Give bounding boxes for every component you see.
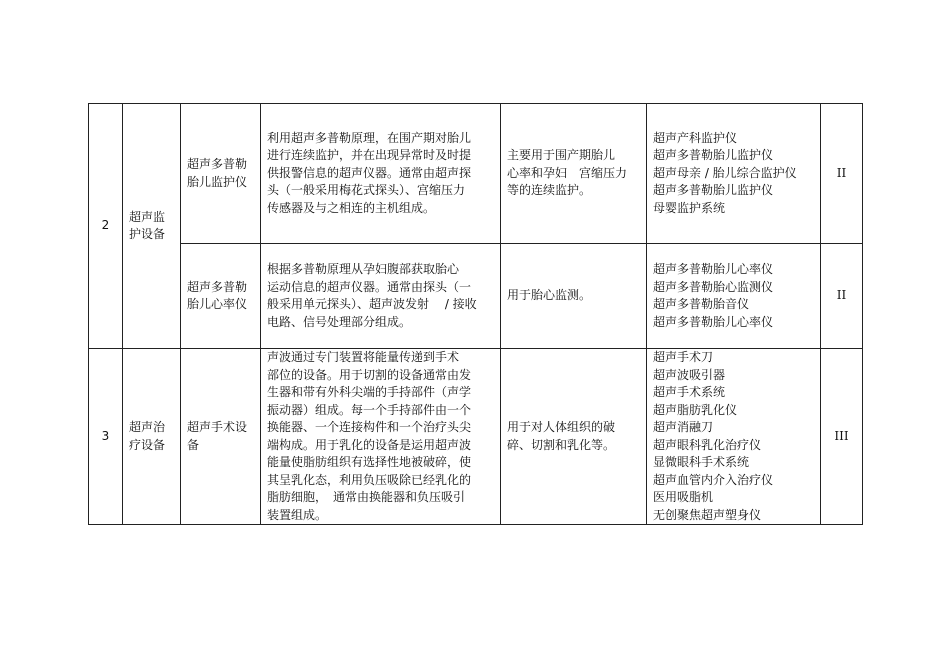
row-number: 3	[89, 349, 123, 525]
management-class-cell: II	[821, 104, 863, 244]
table-row	[89, 104, 863, 244]
product-examples-cell: 超声多普勒胎儿心率仪 超声多普勒胎心监测仪 超声多普勒胎音仪 超声多普勒胎儿心率仪	[647, 244, 821, 349]
product-examples-cell: 超声手术刀 超声波吸引器 超声手术系统 超声脂肪乳化仪 超声消融刀 超声眼科乳化治疗仪 显微眼科手术系统 超声血管内介入治疗仪 医用吸脂机 无创聚焦超声塑身仪	[647, 349, 821, 525]
device-catalog-table	[88, 103, 863, 525]
management-class-cell: III	[821, 349, 863, 525]
intended-use-cell: 用于对人体组织的破 碎、切割和乳化等。	[501, 349, 647, 525]
product-description-cell: 利用超声多普勒原理，在围产期对胎儿 进行连续监护，并在出现异常时及时提 供报警信息的超声仪器。通常由超声探 头（一般采用梅花式探头）、宫缩压力 传感器及与之相连的主机组成。	[261, 104, 501, 244]
table-row	[89, 349, 863, 525]
product-name-cell: 超声多普勒 胎儿监护仪	[181, 104, 261, 244]
intended-use-cell: 用于胎心监测。	[501, 244, 647, 349]
product-description-cell: 根据多普勒原理从孕妇腹部获取胎心 运动信息的超声仪器。通常由探头（一 般采用单元探头）、超声波发射 / 接收 电路、信号处理部分组成。	[261, 244, 501, 349]
product-examples-cell: 超声产科监护仪 超声多普勒胎儿监护仪 超声母亲 / 胎儿综合监护仪 超声多普勒胎儿监护仪 母婴监护系统	[647, 104, 821, 244]
category-cell: 超声治 疗设备	[123, 349, 181, 525]
row-number: 2	[89, 104, 123, 349]
table-row	[89, 244, 863, 349]
management-class-cell: II	[821, 244, 863, 349]
category-cell: 超声监 护设备	[123, 104, 181, 349]
product-name-cell: 超声多普勒 胎儿心率仪	[181, 244, 261, 349]
product-name-cell: 超声手术设 备	[181, 349, 261, 525]
intended-use-cell: 主要用于围产期胎儿 心率和孕妇 宫缩压力 等的连续监护。	[501, 104, 647, 244]
product-description-cell: 声波通过专门装置将能量传递到手术 部位的设备。用于切割的设备通常由发 生器和带有外科尖端的手持部件（声学 振动器）组成。每一个手持部件由一个 换能器、一个连接构件和一个治疗头尖 端构成。用于乳化的设备是运用超声波 能量使脂肪组织有选择性地被破碎，使 其呈乳化态，利用负压吸除已经乳化的 脂肪细胞， 通常由换能器和负压吸引 装置组成。	[261, 349, 501, 525]
